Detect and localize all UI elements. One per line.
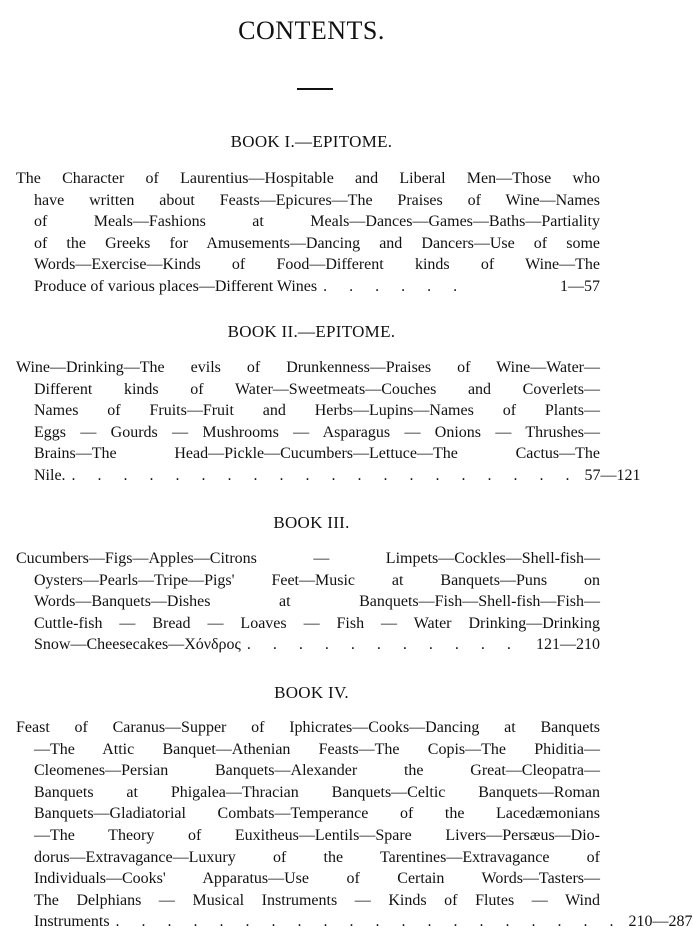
leader-dots: . . . . . . . . . . . . . . . . . . . . bbox=[115, 913, 623, 931]
entry-line: Snow—Cheesecakes—Χόνδρος bbox=[34, 636, 241, 654]
book-4-heading: BOOK IV. bbox=[274, 683, 349, 702]
entry-line: Eggs — Gourds — Mushrooms — Asparagus — Onions — Thrushes— bbox=[34, 423, 600, 441]
entry-line: Banquets—Gladiatorial Combats—Temperance of the Lacedæmonians bbox=[34, 805, 600, 823]
entry-line: Cuttle-fish — Bread — Loaves — Fish — Water Drinking—Drinking bbox=[34, 614, 600, 632]
page-range: 210—287 bbox=[628, 913, 693, 931]
leader-dots: . . . . . . . . . . . . . . . . . . . . bbox=[71, 466, 579, 484]
entry-last-line bbox=[16, 911, 693, 933]
entry-line: Cucumbers—Figs—Apples—Citrons — Limpets—Cockles—Shell-fish— bbox=[16, 550, 600, 567]
entry-line: Names of Fruits—Fruit and Herbs—Lupins—Names of Plants— bbox=[34, 402, 600, 420]
leader-dots: . . . . . . . . . . . bbox=[246, 636, 520, 654]
book-2-entry bbox=[16, 357, 641, 487]
book-4-entry bbox=[16, 717, 693, 933]
entry-last-line bbox=[16, 276, 600, 298]
entry-line: —The Attic Banquet—Athenian Feasts—The Copis—The Phiditia— bbox=[34, 740, 600, 758]
entry-line: Different kinds of Water—Sweetmeats—Couches and Coverlets— bbox=[34, 380, 600, 398]
leader-dots: . . . . . . bbox=[323, 277, 467, 295]
title-rule bbox=[297, 88, 333, 90]
entry-line: Cleomenes—Persian Banquets—Alexander the Great—Cleopatra— bbox=[34, 762, 600, 780]
entry-line: have written about Feasts—Epicures—The Praises of Wine—Names bbox=[34, 191, 600, 209]
entry-last-line bbox=[16, 465, 641, 487]
entry-line: Words—Banquets—Dishes at Banquets—Fish—Shell-fish—Fish— bbox=[34, 593, 600, 611]
entry-line: Oysters—Pearls—Tripe—Pigs' Feet—Music at Banquets—Puns on bbox=[34, 571, 600, 589]
entry-line: The Delphians — Musical Instruments — Kinds of Flutes — Wind bbox=[34, 891, 600, 909]
entry-line: Banquets at Phigalea—Thracian Banquets—Celtic Banquets—Roman bbox=[34, 783, 600, 801]
page-range: 121—210 bbox=[536, 636, 600, 654]
book-3-heading: BOOK III. bbox=[273, 513, 350, 532]
book-3-entry bbox=[16, 548, 600, 656]
entry-line: Individuals—Cooks' Apparatus—Use of Certain Words—Tasters— bbox=[34, 870, 600, 888]
page-title: CONTENTS. bbox=[238, 16, 385, 45]
entry-line: of Meals—Fashions at Meals—Dances—Games—Baths—Partiality bbox=[34, 213, 600, 231]
entry-line: Feast of Caranus—Supper of Iphicrates—Cooks—Dancing at Banquets bbox=[16, 719, 600, 736]
entry-line: —The Theory of Euxitheus—Lentils—Spare Livers—Persæus—Dio- bbox=[34, 826, 600, 844]
entry-line: The Character of Laurentius—Hospitable and Liberal Men—Those who bbox=[16, 170, 600, 187]
entry-line: Words—Exercise—Kinds of Food—Different kinds of Wine—The bbox=[34, 256, 600, 274]
page-range: 1—57 bbox=[560, 277, 600, 295]
book-1-entry bbox=[16, 168, 600, 298]
entry-line: Wine—Drinking—The evils of Drunkenness—Praises of Wine—Water— bbox=[16, 359, 600, 376]
entry-line: Produce of various places—Different Wines bbox=[34, 277, 318, 295]
entry-line: of the Greeks for Amusements—Dancing and Dancers—Use of some bbox=[34, 234, 600, 252]
book-2-heading: BOOK II.—EPITOME. bbox=[227, 322, 396, 341]
entry-line: dorus—Extravagance—Luxury of the Tarentines—Extravagance of bbox=[34, 848, 600, 866]
entry-last-line bbox=[16, 634, 600, 656]
entry-line: Instruments bbox=[34, 913, 110, 931]
book-1-heading: BOOK I.—EPITOME. bbox=[230, 132, 393, 151]
page-range: 57—121 bbox=[584, 466, 641, 484]
entry-line: Brains—The Head—Pickle—Cucumbers—Lettuce—The Cactus—The bbox=[34, 445, 600, 463]
entry-line: Nile. bbox=[34, 466, 66, 484]
